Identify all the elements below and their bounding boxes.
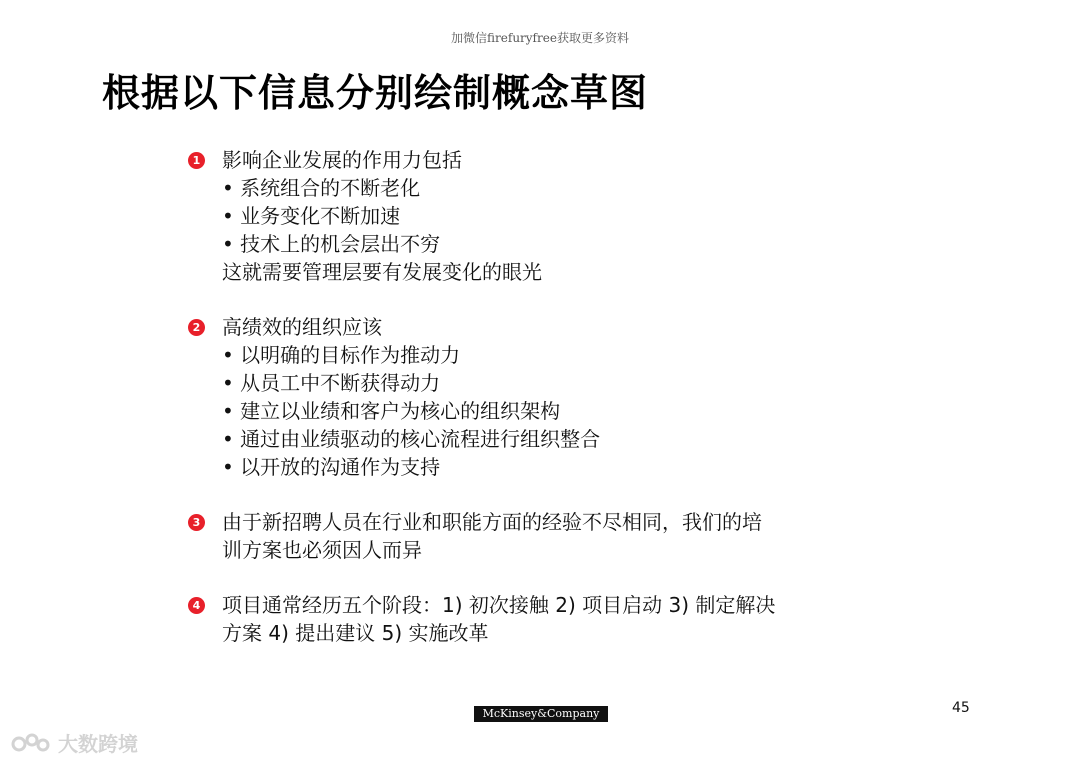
bullet-item: • 以开放的沟通作为支持 [222, 453, 888, 481]
watermark-logo-icon [10, 730, 52, 756]
section-conclusion: 这就需要管理层要有发展变化的眼光 [222, 260, 542, 284]
bullet-item: • 从员工中不断获得动力 [222, 369, 888, 397]
number-marker: 2 [188, 319, 205, 336]
bullet-item: • 技术上的机会层出不穷 [222, 230, 888, 258]
page-number: 45 [952, 700, 970, 716]
section-4 [188, 591, 888, 647]
number-marker: 4 [188, 597, 205, 614]
section-heading: 高绩效的组织应该 [222, 315, 382, 339]
bullet-item: • 业务变化不断加速 [222, 202, 888, 230]
section-1 [188, 146, 888, 286]
watermark [10, 728, 138, 757]
page-title: 根据以下信息分别绘制概念草图 [102, 71, 649, 115]
content-list [188, 146, 888, 674]
bullet-item: • 以明确的目标作为推动力 [222, 341, 888, 369]
number-marker: 3 [188, 514, 205, 531]
section-text-line: 项目通常经历五个阶段：1) 初次接触 2) 项目启动 3) 制定解决 [222, 593, 776, 617]
bullet-item: • 建立以业绩和客户为核心的组织架构 [222, 397, 888, 425]
section-2 [188, 313, 888, 481]
bullet-item: • 系统组合的不断老化 [222, 174, 888, 202]
section-3 [188, 508, 888, 564]
header-note: 加微信firefuryfree获取更多资料 [451, 31, 629, 45]
section-heading: 影响企业发展的作用力包括 [222, 148, 462, 172]
section-text-line: 由于新招聘人员在行业和职能方面的经验不尽相同，我们的培 [222, 510, 762, 534]
mckinsey-logo: McKinsey&Company [474, 706, 608, 722]
watermark-text: 大数跨境 [58, 732, 138, 756]
section-text-line: 方案 4) 提出建议 5) 实施改革 [222, 621, 489, 645]
number-marker: 1 [188, 152, 205, 169]
section-text-line: 训方案也必须因人而异 [222, 538, 422, 562]
bullet-item: • 通过由业绩驱动的核心流程进行组织整合 [222, 425, 888, 453]
